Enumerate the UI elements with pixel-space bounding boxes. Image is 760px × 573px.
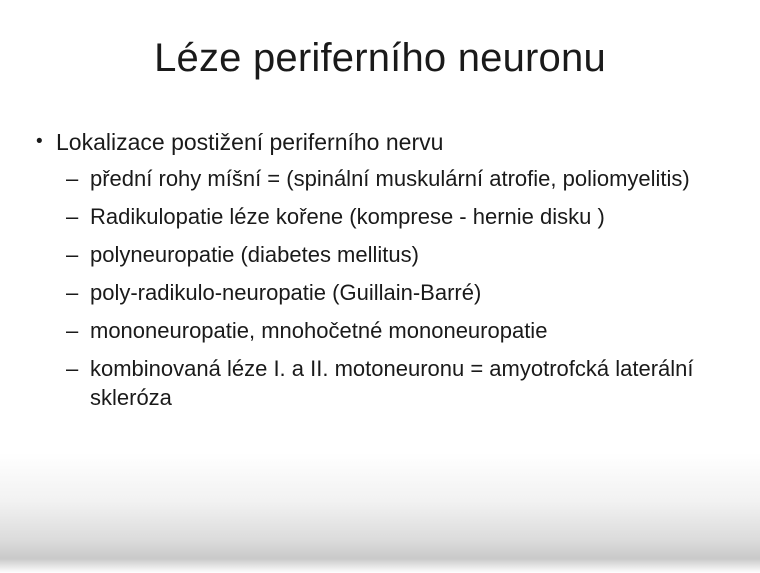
list-item <box>66 202 730 231</box>
dash-marker-icon: – <box>66 356 79 382</box>
dash-marker-icon: – <box>66 241 79 267</box>
list-item-label: polyneuropatie (diabetes mellitus) <box>90 241 419 267</box>
dash-marker-icon: – <box>66 165 79 191</box>
bullet-marker-icon: • <box>36 131 43 152</box>
list-item-label: mononeuropatie, mnohočetné mononeuropatie <box>90 318 548 344</box>
list-item <box>66 240 730 269</box>
slide-bottom-gradient <box>0 453 760 573</box>
list-item-label: Radikulopatie léze kořene (komprese - hernie disku ) <box>90 203 605 229</box>
dash-marker-icon: – <box>66 279 79 305</box>
list-item-label: kombinovaná léze I. a II. motoneuronu = amyotrofcká laterální skleróza <box>90 356 694 411</box>
list-item-label: poly-radikulo-neuropatie (Guillain-Barré) <box>90 279 482 305</box>
list-item-label: přední rohy míšní = (spinální muskulární atrofie, poliomyelitis) <box>90 165 690 191</box>
list-item <box>66 316 730 345</box>
list-item-label: Lokalizace postižení periferního nervu <box>56 129 444 155</box>
dash-marker-icon: – <box>66 318 79 344</box>
list-item <box>30 128 730 158</box>
sub-list <box>30 164 730 412</box>
slide-body <box>30 128 730 421</box>
list-item <box>66 278 730 307</box>
dash-marker-icon: – <box>66 203 79 229</box>
page-title: Léze periferního neuronu <box>154 36 606 80</box>
list-item <box>66 164 730 193</box>
list-item <box>66 354 730 412</box>
